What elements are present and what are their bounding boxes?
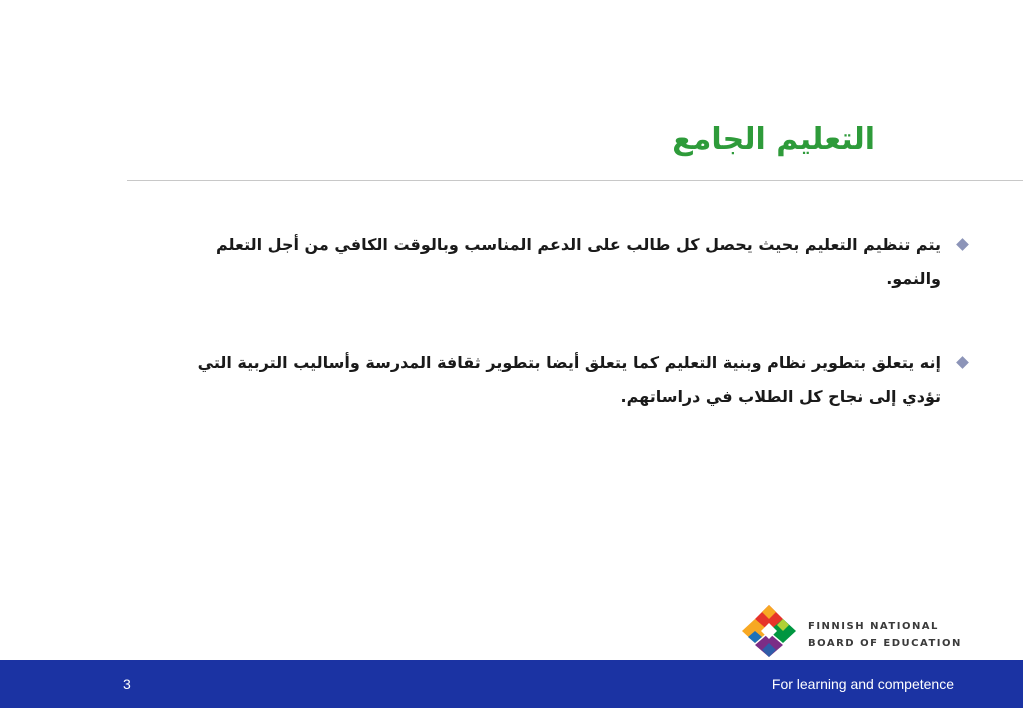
bullet-text: يتم تنظيم التعليم بحيث يحصل كل طالب على الدعم المناسب وبالوقت الكافي من أجل التعلم والنمو. bbox=[215, 235, 941, 288]
footer-tagline: For learning and competence bbox=[771, 676, 954, 692]
bullet-text: إنه يتعلق بتطوير نظام وبنية التعليم كما يتعلق أيضا بتطوير ثقافة المدرسة وأساليب التربية التي تؤدي إلى نجاح كل الطلاب في دراساتهم. bbox=[197, 353, 941, 406]
logo-line-1: FINNISH NATIONAL bbox=[808, 621, 939, 632]
footer-bar bbox=[0, 660, 1023, 708]
bullet-item bbox=[161, 228, 971, 296]
bullet-item bbox=[161, 346, 971, 414]
logo-line-2: BOARD OF EDUCATION bbox=[808, 638, 962, 649]
diamond-bullet-icon bbox=[956, 238, 969, 251]
colored-diamond-logo-icon bbox=[740, 603, 798, 659]
diamond-bullet-icon bbox=[956, 356, 969, 369]
bullet-list bbox=[161, 228, 971, 464]
organization-logo bbox=[740, 603, 962, 659]
page-number: 3 bbox=[123, 676, 131, 692]
slide-title: التعليم الجامع bbox=[672, 122, 875, 157]
title-divider bbox=[127, 180, 1023, 181]
logo-wordmark bbox=[808, 618, 962, 652]
